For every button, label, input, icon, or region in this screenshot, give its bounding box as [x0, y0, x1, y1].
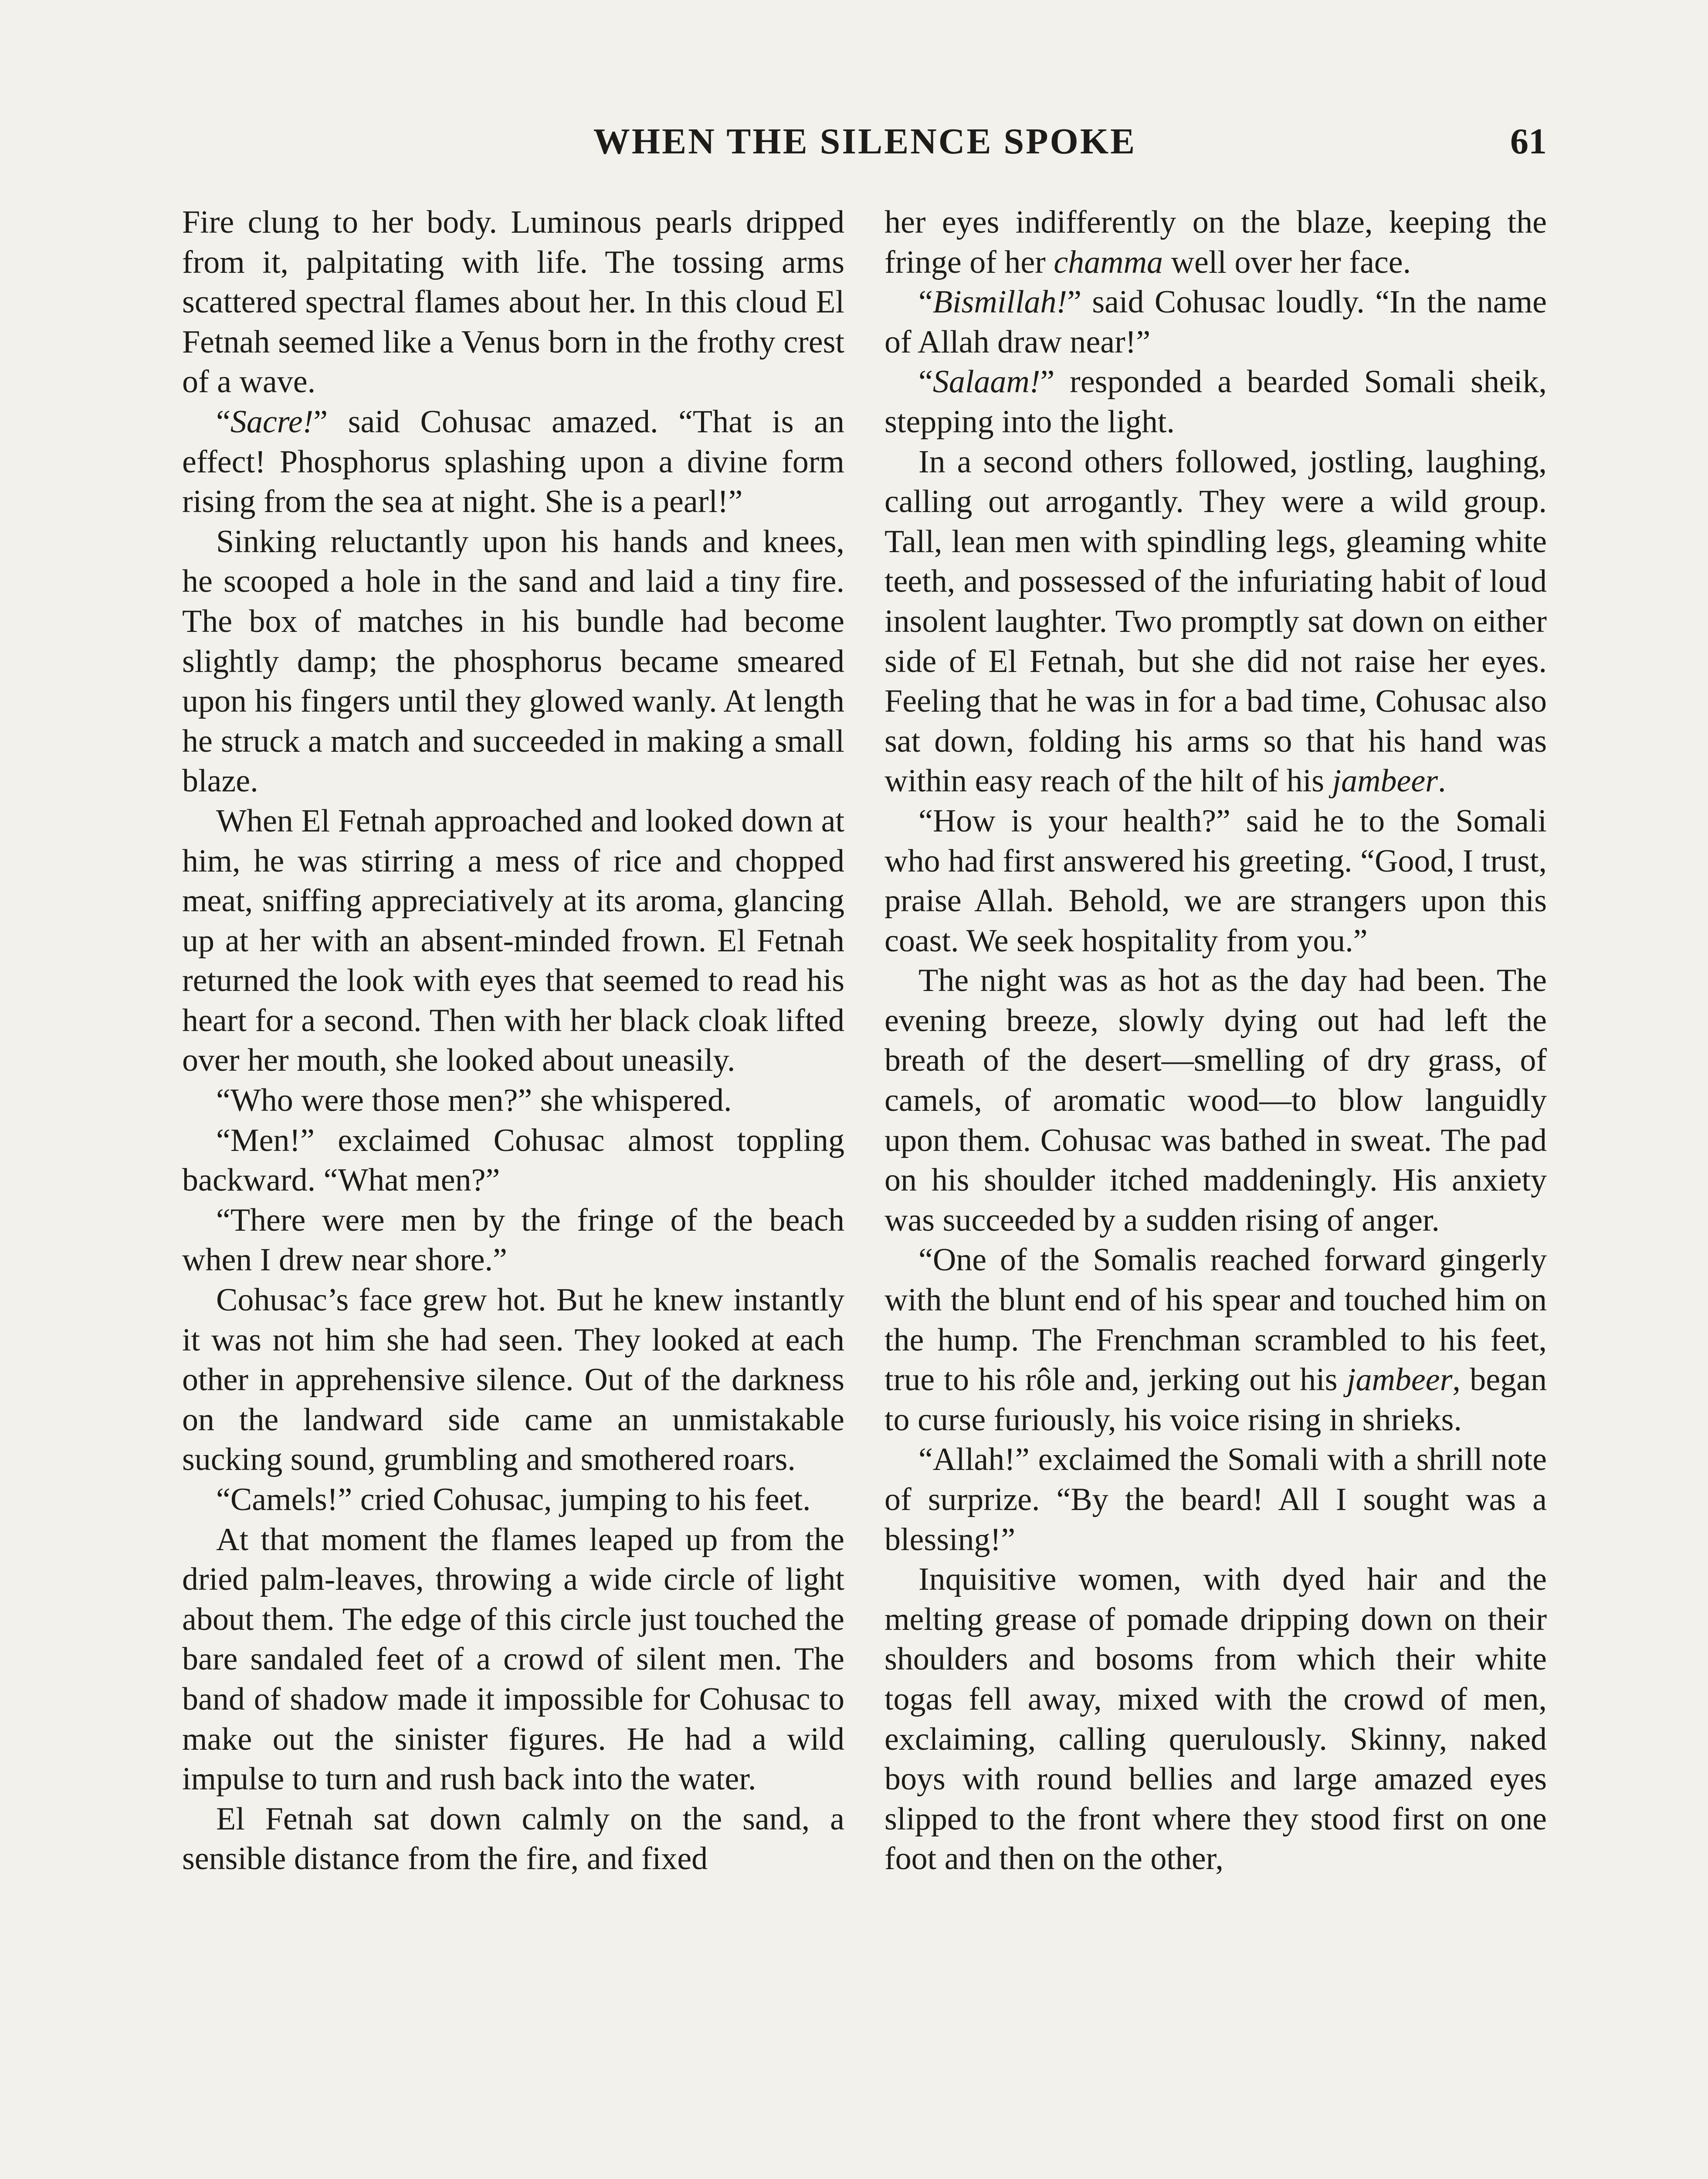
- paragraph: The night was as hot as the day had been. The evening breeze, slowly dying out had left the breath of the desert—smelling of dry grass, of camels, of aromatic wood—to blow languidly upon them. Cohusac was bathed in sweat. The pad on his shoulder itched maddeningly. His anxiety was succeeded by a sudden rising of anger.: [884, 963, 1547, 1238]
- running-head: WHEN THE SILENCE SPOKE: [593, 121, 1137, 162]
- paragraph: “Who were those men?” she whispered.: [216, 1083, 732, 1119]
- paragraph: “Allah!” exclaimed the Somali with a shrill note of surprize. “By the beard! All I sought was a blessing!”: [884, 1442, 1547, 1558]
- paragraph: In a second others followed, jostling, laughing, calling out arrogantly. They were a wild group. Tall, lean men with spindling legs, gleaming white teeth, and possessed of the infuriating habit of loud insolent laughter. Two promptly sat down on either side of El Fetnah, but she did not raise her eyes. Feeling that he was in for a bad time, Cohusac also sat down, folding his arms so that his hand was within easy reach of the hilt of his jambeer.: [884, 444, 1547, 799]
- left-column: [182, 203, 844, 1879]
- page-number: 61: [1510, 121, 1547, 162]
- paragraph: “Salaam!” responded a bearded Somali sheik, stepping into the light.: [884, 364, 1547, 440]
- paragraph: Fire clung to her body. Luminous pearls dripped from it, palpitating with life. The tossing arms scattered spectral flames about her. In this cloud El Fetnah seemed like a Venus born in the frothy crest of a wave.: [182, 204, 844, 400]
- paragraph: “Sacre!” said Cohusac amazed. “That is an effect! Phosphorus splashing upon a divine form rising from the sea at night. She is a pearl!”: [182, 404, 844, 520]
- paragraph: Sinking reluctantly upon his hands and knees, he scooped a hole in the sand and laid a tiny fire. The box of matches in his bundle had become slightly damp; the phosphorus became smeared upon his fingers until they glowed wanly. At length he struck a match and succeeded in making a small blaze.: [182, 523, 844, 799]
- paragraph: “Bismillah!” said Cohusac loudly. “In the name of Allah draw near!”: [884, 284, 1547, 360]
- paragraph: At that moment the flames leaped up from the dried palm-leaves, throwing a wide circle of light about them. The edge of this circle just touched the bare sandaled feet of a crowd of silent men. The band of shadow made it impossible for Cohusac to make out the sinister figures. He had a wild impulse to turn and rush back into the water.: [182, 1521, 844, 1797]
- paragraph: El Fetnah sat down calmly on the sand, a sensible distance from the fire, and fixed: [182, 1801, 844, 1877]
- paragraph: her eyes indifferently on the blaze, keeping the fringe of her chamma well over her face.: [884, 204, 1547, 280]
- paragraph: When El Fetnah approached and looked down at him, he was stirring a mess of rice and chopped meat, sniffing appreciatively at its aroma, glancing up at her with an absent-minded frown. El Fetnah returned the look with eyes that seemed to read his heart for a second. Then with her black cloak lifted over her mouth, she looked about uneasily.: [182, 803, 844, 1079]
- paragraph: “How is your health?” said he to the Somali who had first answered his greeting. “Good, I trust, praise Allah. Behold, we are strangers upon this coast. We seek hospitality from you.”: [884, 803, 1547, 959]
- page-header: [183, 118, 1547, 174]
- paragraph: “Men!” exclaimed Cohusac almost toppling backward. “What men?”: [182, 1122, 844, 1198]
- paragraph: “One of the Somalis reached forward gingerly with the blunt end of his spear and touched him on the hump. The Frenchman scrambled to his feet, true to his rôle and, jerking out his jambeer, began to curse furiously, his voice rising in shrieks.: [884, 1242, 1547, 1438]
- paragraph: “Camels!” cried Cohusac, jumping to his feet.: [216, 1482, 811, 1517]
- paragraph: Cohusac’s face grew hot. But he knew instantly it was not him she had seen. They looked at each other in apprehensive silence. Out of the darkness on the landward side came an unmistakable sucking sound, grumbling and smothered roars.: [182, 1282, 844, 1478]
- right-column: [884, 203, 1547, 1879]
- paragraph: Inquisitive women, with dyed hair and the melting grease of pomade dripping down on their shoulders and bosoms from which their white togas fell away, mixed with the crowd of men, exclaiming, calling querulously. Skinny, naked boys with round bellies and large amazed eyes slipped to the front where they stood first on one foot and then on the other,: [884, 1561, 1547, 1877]
- paragraph: “There were men by the fringe of the beach when I drew near shore.”: [182, 1202, 844, 1278]
